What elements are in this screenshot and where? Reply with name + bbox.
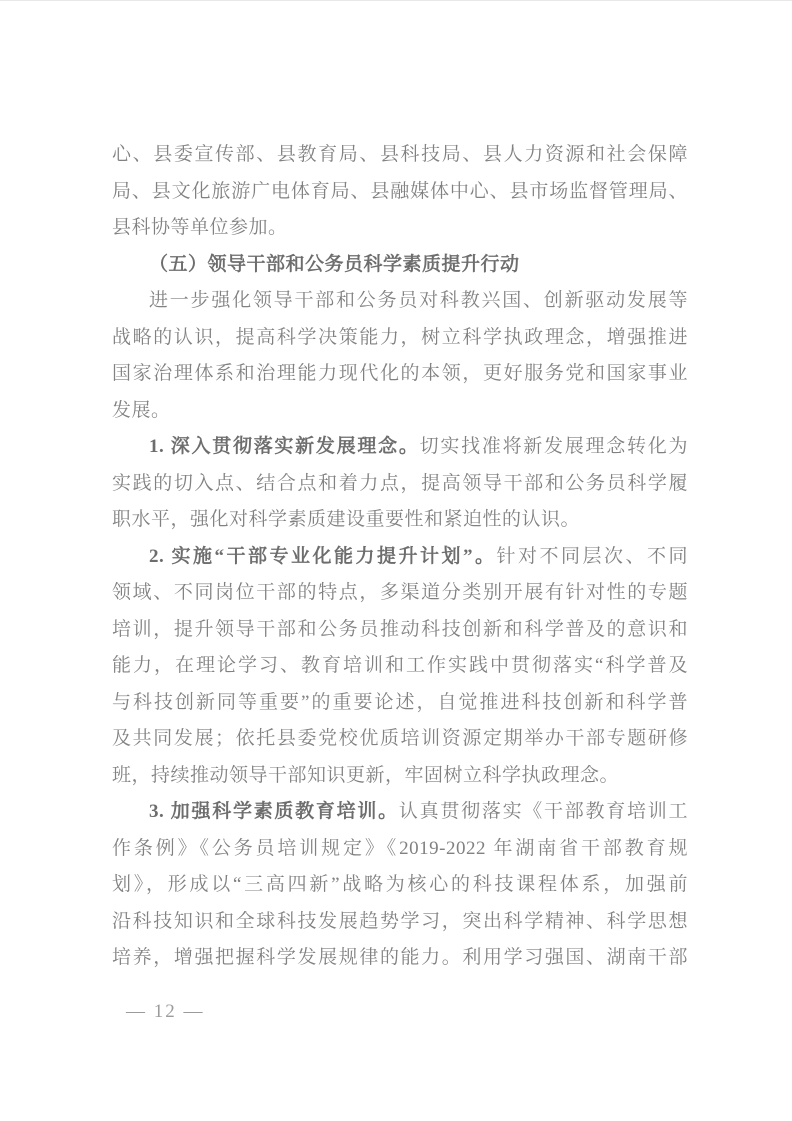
text-line xyxy=(112,648,688,685)
text-line xyxy=(112,320,688,357)
line-text: 局、县文化旅游广电体育局、县融媒体中心、县市场监督管理局、 xyxy=(112,180,688,202)
line-text: 沿科技知识和全球科技发展趋势学习，突出科学精神、科学思想 xyxy=(112,910,688,932)
text-line xyxy=(112,721,688,758)
line-text: 县科协等单位参加。 xyxy=(112,217,288,238)
line-text: 能力，在理论学习、教育培训和工作实践中贯彻落实“科学普及 xyxy=(112,655,688,676)
numbered-item-line xyxy=(112,429,688,466)
line-text: 战略的认识，提高科学决策能力，树立科学执政理念，增强推进 xyxy=(112,326,688,348)
line-text: 针对不同层次、不同 xyxy=(496,545,688,567)
text-line xyxy=(112,685,688,722)
line-text: 发展。 xyxy=(112,399,171,421)
document-body xyxy=(112,137,688,977)
line-text: 认真贯彻落实《干部教育培训工 xyxy=(398,801,688,822)
line-text: 作条例》《公务员培训规定》《2019-2022 年湖南省干部教育规 xyxy=(112,837,688,859)
line-text: 与科技创新同等重要”的重要论述，自觉推进科技创新和科学普 xyxy=(112,691,688,713)
line-text: 国家治理体系和治理能力现代化的本领，更好服务党和国家事业 xyxy=(112,363,688,384)
scan-edge-line xyxy=(0,0,792,1)
page-number: — 12 — xyxy=(126,1001,205,1022)
line-bold-text: （五）领导干部和公务员科学素质提升行动 xyxy=(149,253,520,275)
line-text: 心、县委宣传部、县教育局、县科技局、县人力资源和社会保障 xyxy=(112,144,688,165)
line-text: 划》，形成以“三高四新”战略为核心的科技课程体系，加强前 xyxy=(112,874,688,895)
text-line xyxy=(112,904,688,941)
line-text: 班，持续推动领导干部知识更新，牢固树立科学执政理念。 xyxy=(112,764,620,786)
line-text: 及共同发展；依托县委党校优质培训资源定期举办干部专题研修 xyxy=(112,728,688,749)
text-line xyxy=(112,393,688,430)
line-text: 职水平，强化对科学素质建设重要性和紧迫性的认识。 xyxy=(112,509,581,530)
text-line xyxy=(112,612,688,649)
text-line xyxy=(112,831,688,868)
text-line xyxy=(112,356,688,393)
numbered-item-line xyxy=(112,794,688,831)
line-text: 领域、不同岗位干部的特点，多渠道分类别开展有针对性的专题 xyxy=(112,582,688,603)
text-line xyxy=(112,502,688,539)
line-bold-text: 3. 加强科学素质教育培训。 xyxy=(149,801,399,822)
line-text: 实践的切入点、结合点和着力点，提高领导干部和公务员科学履 xyxy=(112,472,688,494)
text-line xyxy=(112,210,688,247)
line-bold-text: 1. 深入贯彻落实新发展理念。 xyxy=(149,436,420,457)
line-text: 培养，增强把握科学发展规律的能力。利用学习强国、湖南干部 xyxy=(112,947,688,968)
line-text: 切实找准将新发展理念转化为 xyxy=(419,436,688,457)
text-line xyxy=(112,466,688,503)
section-heading xyxy=(112,247,688,284)
line-bold-text: 2. 实施“干部专业化能力提升计划”。 xyxy=(149,545,497,567)
text-line xyxy=(112,575,688,612)
numbered-item-line xyxy=(112,539,688,576)
line-text: 进一步强化领导干部和公务员对科教兴国、创新驱动发展等 xyxy=(149,290,688,311)
text-line xyxy=(112,137,688,174)
text-line xyxy=(112,758,688,795)
text-line xyxy=(112,940,688,977)
text-line xyxy=(112,867,688,904)
text-line xyxy=(112,174,688,211)
text-line xyxy=(112,283,688,320)
line-text: 培训，提升领导干部和公务员推动科技创新和科学普及的意识和 xyxy=(112,618,688,640)
